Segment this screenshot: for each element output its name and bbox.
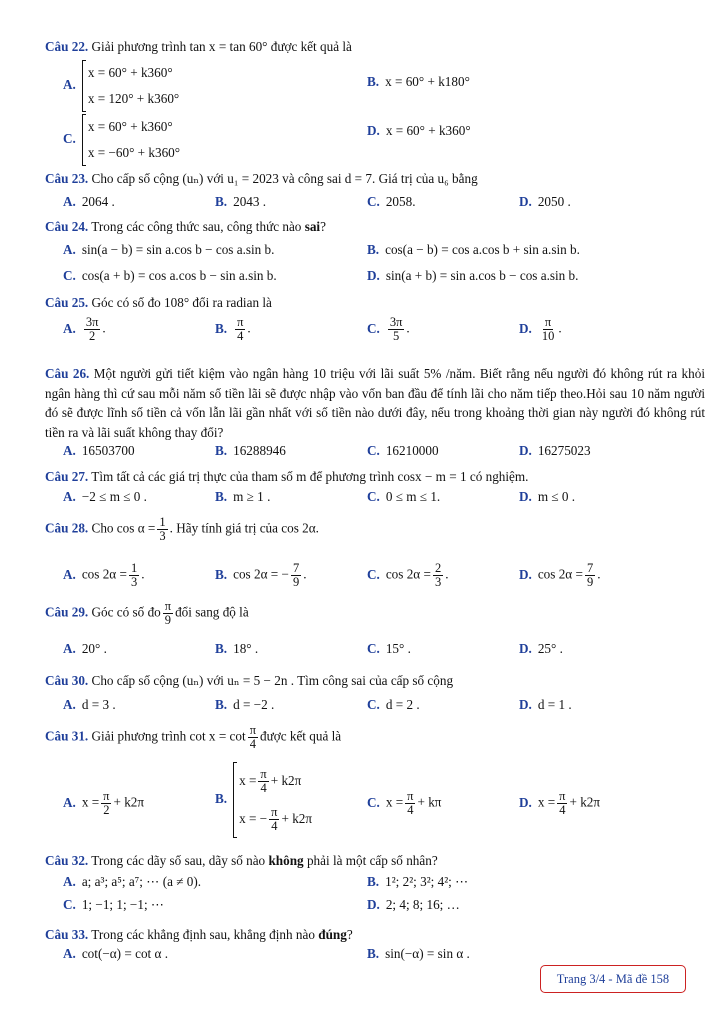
option-b[interactable]: B. m ≥ 1 . [215,489,271,504]
question-30: Câu 30. Cho cấp số cộng (uₙ) với uₙ = 5 − 2n . Tìm công sai của cấp số cộng A. d = 3 . B. d = −2 . C. d = 2 . D. d = 1 . [45,673,572,712]
option-d[interactable]: D. 2; 4; 8; 16; … [367,897,460,912]
option-b[interactable]: B. d = −2 . [215,697,275,712]
question-32: Câu 32. Trong các dãy số sau, dãy số nào không phải là một cấp số nhân? A. a; a³; a⁵; a⁷; ⋯ (a ≠ 0). B. 1²; 2²; 3²; 4²; ⋯ C. 1; −1; 1; −1; ⋯ D. 2; 4; 8; 16; … [45,853,469,912]
option-c[interactable]: C. 16210000 [367,443,439,458]
option-a[interactable]: A. sin(a − b) = sin a.cos b − cos a.sin b. [63,242,275,257]
option-c[interactable]: C. x = 60° + k360° x = −60° + k360° [63,114,180,166]
option-c[interactable]: C. d = 2 . [367,697,420,712]
question-28: Câu 28. Cho cos α = $\frac{1}{3}$ . Hãy tính giá trị của cos 2α. A. cos 2α = $\frac{1}{3}$ . B. cos 2α = − $\frac{7}{9}$ . C. cos 2α = $\frac{2}{3}$ . D. cos 2α = $\frac{7}{9}$ . [45,515,601,589]
option-c[interactable]: C. 15° . [367,641,411,656]
option-d[interactable]: D. cos 2α = $\frac{7}{9}$ . [519,561,601,589]
option-a[interactable]: A. 20° . [63,641,107,656]
option-a[interactable]: A. d = 3 . [63,697,116,712]
option-c[interactable]: C. x = $\frac{\pi}{4}$ + kπ [367,789,442,817]
option-d[interactable]: D. $\frac{\pi}{10}$ . [519,315,562,343]
option-c[interactable]: C. 0 ≤ m ≤ 1. [367,489,441,504]
option-b[interactable]: B. x = 60° + k180° [367,74,470,89]
option-b[interactable]: B. 16288946 [215,443,286,458]
option-a[interactable]: A. 16503700 [63,443,135,458]
question-27: Câu 27. Tìm tất cả các giá trị thực của tham số m để phương trình cosx − m = 1 có nghiệm. A. −2 ≤ m ≤ 0 . B. m ≥ 1 . C. 0 ≤ m ≤ 1. D. m ≤ 0 . [45,469,576,504]
option-a[interactable]: A. x = 60° + k360° x = 120° + k360° [63,60,179,112]
page-footer: Trang 3/4 - Mã đề 158 [540,965,686,993]
question-26: Câu 26. Một người gửi tiết kiệm vào ngân hàng 10 triệu với lãi suất 5% /năm. Biết rằng nếu người đó không rút ra khỏi ngân hàng thì cứ sau mỗi năm số tiền lãi sẽ được nhập vào vốn ban đầu để tính lãi cho năm tiếp theo.Hỏi sau 10 năm người đó sẽ được lĩnh số tiền cả vốn lẫn lãi gần nhất với số tiền nào dưới đây, nếu trong khoảng thời gian này người đó không rút tiền ra và lãi suất không thay đổi? A. 16503700 B. 16288946 C. 16210000 D. 16275023 [45,366,706,458]
option-a[interactable]: A. a; a³; a⁵; a⁷; ⋯ (a ≠ 0). [63,874,202,889]
question-22: Câu 22. Giải phương trình tan x = tan 60° được kết quả là A. x = 60° + k360° x = 120° + k360° B. x = 60° + k180° C. x = 60° + k360° x = −60° + k360° D. x = 60° + k360° [45,38,705,56]
option-c[interactable]: C. cos(a + b) = cos a.cos b − sin a.sin b. [63,268,277,283]
option-c[interactable]: C. 2058. [367,194,416,209]
option-a[interactable]: A. x = $\frac{\pi}{2}$ + k2π [63,789,145,817]
option-b[interactable]: B. cos(a − b) = cos a.cos b + sin a.sin b. [367,242,580,257]
option-c[interactable]: C. $\frac{3\pi}{5}$ . [367,315,410,343]
option-c[interactable]: C. cos 2α = $\frac{2}{3}$ . [367,561,449,589]
option-d[interactable]: D. sin(a + b) = sin a.cos b − cos a.sin b. [367,268,579,283]
option-d[interactable]: D. 2050 . [519,194,571,209]
option-a[interactable]: A. cos 2α = $\frac{1}{3}$ . [63,561,145,589]
option-b[interactable]: B. sin(−α) = sin α . [367,946,470,961]
question-29: Câu 29. Góc có số đo $\frac{\pi}{9}$ đổi sang độ là A. 20° . B. 18° . C. 15° . D. 25° . [45,599,563,656]
option-d[interactable]: D. x = 60° + k360° [367,123,471,138]
option-a[interactable]: A. cot(−α) = cot α . [63,946,169,961]
question-25: Câu 25. Góc có số đo 108° đổi ra radian là A. $\frac{3\pi}{2}$ . B. $\frac{\pi}{4}$ . C. $\frac{3\pi}{5}$ . D. $\frac{\pi}{10}$ . [45,295,562,343]
option-b[interactable]: B. cos 2α = − $\frac{7}{9}$ . [215,561,307,589]
option-d[interactable]: D. 25° . [519,641,563,656]
question-23: Câu 23. Cho cấp số cộng (uₙ) với u₁ = 2023 và công sai d = 7. Giá trị của u₆ bằng A. 2064 . B. 2043 . C. 2058. D. 2050 . [45,171,571,209]
option-d[interactable]: D. m ≤ 0 . [519,489,576,504]
question-33: Câu 33. Trong các khẳng định sau, khẳng định nào đúng? A. cot(−α) = cot α . B. sin(−α) = sin α . [45,927,470,961]
option-b[interactable]: B. 2043 . [215,194,267,209]
option-b[interactable]: B. 1²; 2²; 3²; 4²; ⋯ [367,874,469,889]
option-a[interactable]: A. −2 ≤ m ≤ 0 . [63,489,147,504]
option-d[interactable]: D. d = 1 . [519,697,572,712]
option-a[interactable]: A. $\frac{3\pi}{2}$ . [63,315,106,343]
option-d[interactable]: D. x = $\frac{\pi}{4}$ + k2π [519,789,601,817]
question-31: Câu 31. Giải phương trình cot x = cot $\frac{\pi}{4}$ được kết quả là A. x = $\frac{\pi}{2}$ + k2π B. x = $\frac{\pi}{4}$ + k2π x = − $\frac{\pi}{4}$ + k2π C. x = $\frac{\pi}{4}$ + kπ D. x = $\frac{\pi}{4}$ + k2π [45,724,705,751]
option-b[interactable]: B. $\frac{\pi}{4}$ . [215,315,251,343]
option-b[interactable]: B. 18° . [215,641,259,656]
question-24: Câu 24. Trong các công thức sau, công thức nào sai? A. sin(a − b) = sin a.cos b − cos a.sin b. B. cos(a − b) = cos a.cos b + sin a.sin b. C. cos(a + b) = cos a.cos b − sin a.sin b. D. sin(a + b) = sin a.cos b − cos a.sin b. [45,219,580,283]
option-a[interactable]: A. 2064 . [63,194,115,209]
option-c[interactable]: C. 1; −1; 1; −1; ⋯ [63,897,165,912]
option-d[interactable]: D. 16275023 [519,443,591,458]
option-b[interactable]: B. x = $\frac{\pi}{4}$ + k2π x = − $\frac{\pi}{4}$ + k2π [215,762,312,838]
